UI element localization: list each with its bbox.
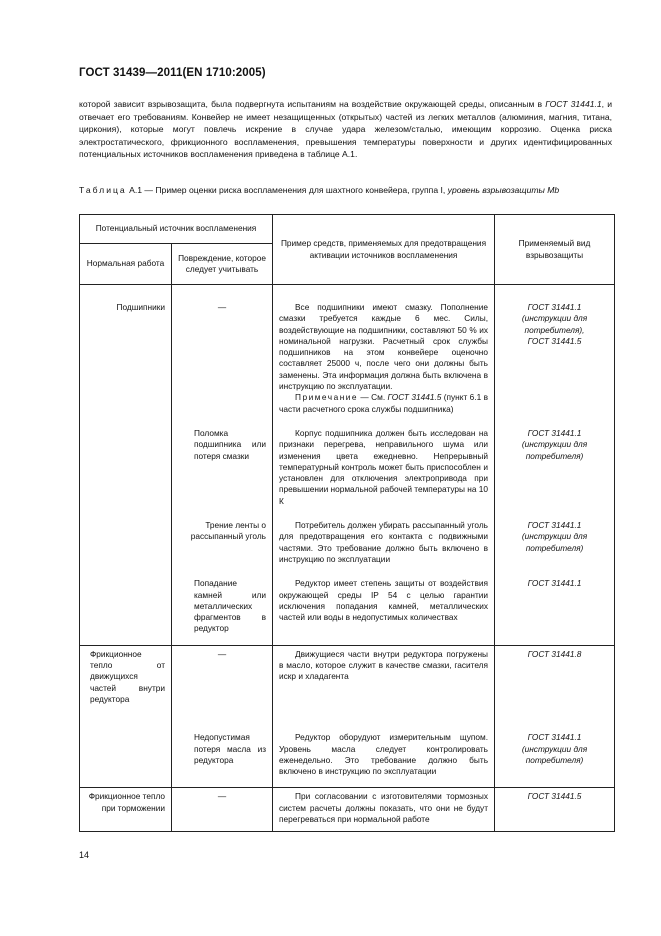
cell-normal-operation: [80, 575, 172, 645]
table-row: [80, 575, 615, 645]
cell-damage: —: [172, 788, 273, 832]
cell-protection: [495, 425, 615, 517]
table-caption-italic: уровень взрывозащиты Mb: [447, 185, 560, 195]
table-caption-text: А.1 — Пример оценки риска воспламенения для шахтного конвейера, группа I,: [129, 185, 446, 195]
cell-measures: [273, 285, 495, 425]
cell-protection: [495, 729, 615, 788]
protection-note: (инструкции для потребителя): [521, 743, 588, 765]
cell-measures: [273, 517, 495, 575]
measures-text: Редуктор оборудуют измерительным щупом. Уровень масла следует контролировать еженедельно. Это требование должно быть включено в инструкцию по эксплуатации: [279, 732, 489, 777]
intro-text-2: , и отвечает его требованиям. Конвейер не имеет незащищенных (открытых) частей из легких металлов (алюминия, магния, титана, циркония), которые могут повлечь искрение в случае удара железом/сталью, имеющим коррозию. Оценка риска электростатического, фрикционного воспламенения, превышения температуры поверхности и других идентифицированных потенциальных источников воспламенения приведена в таблице А.1.: [79, 99, 612, 160]
document-header: ГОСТ 31439—2011(EN 1710:2005): [79, 67, 266, 79]
page-number: 14: [79, 850, 90, 860]
measures-note: [279, 392, 488, 415]
protection-note: (инструкции для потребителя),: [521, 313, 588, 335]
cell-damage: Поломка подшипника или потеря смазки: [172, 425, 273, 517]
protection-standard: ГОСТ 31441.1: [527, 732, 582, 743]
measures-text: Корпус подшипника должен быть исследован на признаки перегрева, неправильного шума или изменения цвета ежедневно. Непрерывный температурный контроль может быть приспособлен и установлен для отключения электропривода при превышении нормальной рабочей температуры на 10 К: [279, 427, 489, 506]
protection-standard: ГОСТ 31441.8: [527, 648, 582, 659]
cell-measures: [273, 575, 495, 645]
cell-normal-operation: [80, 425, 172, 517]
cell-damage: Трение ленты о рассыпанный уголь: [172, 517, 273, 575]
cell-damage: —: [172, 285, 273, 425]
cell-normal-operation: Подшипники: [80, 285, 172, 425]
protection-standard: ГОСТ 31441.1: [527, 578, 582, 589]
protection-standard: ГОСТ 31441.1: [527, 427, 582, 438]
header-protection-type: Применяемый вид взрывозащиты: [495, 215, 615, 285]
cell-protection: [495, 575, 615, 645]
cell-normal-operation: [80, 517, 172, 575]
cell-normal-operation: Фрикционное тепло при торможении: [80, 788, 172, 832]
cell-damage: —: [172, 645, 273, 729]
measures-text: Все подшипники имеют смазку. Пополнение смазки требуется каждые 6 мес. Силы, воздействующие на подшипники, составляют 50 % их номинальной нагрузки. Расчетный срок службы подшипников на этом конвейере оценочно составляет 25000 ч, после чего они должны быть заменены. Эта информация должна быть включена в инструкцию по эксплуатации.: [279, 302, 489, 392]
intro-paragraph: [79, 98, 612, 161]
cell-measures: [273, 425, 495, 517]
intro-standard-ref: ГОСТ 31441.1: [545, 99, 602, 109]
header-ignition-source: Потенциальный источник воспламенения: [80, 215, 273, 244]
table-row: [80, 788, 615, 832]
table-row: [80, 425, 615, 517]
protection-standard-2: ГОСТ 31441.5: [527, 335, 582, 346]
measures-text: При согласовании с изготовителями тормозных систем расчеты должны показать, что они не будут перегреваться при нормальной работе: [279, 791, 489, 824]
measures-text: Редуктор имеет степень защиты от воздействия окружающей среды IP 54 с целью гарантии исключения попадания камней, металлических частей или воды в недопустимых количествах: [279, 578, 489, 623]
table-caption-label: Таблица: [79, 185, 127, 195]
note-label: Примечание: [295, 392, 359, 403]
cell-protection: [495, 788, 615, 832]
measures-text: Движущиеся части внутри редуктора погружены в масло, которое служит в качестве смазки, гасителя искр и хладагента: [279, 648, 489, 682]
table-caption: [79, 184, 614, 197]
protection-note: (инструкции для потребителя): [521, 531, 588, 553]
table-row: [80, 517, 615, 575]
protection-standard: ГОСТ 31441.5: [527, 791, 582, 802]
cell-normal-operation: [80, 729, 172, 788]
cell-measures: [273, 729, 495, 788]
protection-note: (инструкции для потребителя): [521, 439, 588, 461]
cell-protection: [495, 517, 615, 575]
note-separator: — См.: [358, 392, 388, 403]
cell-normal-operation: Фрикционное тепло от движущихся частей внутри редуктора: [80, 645, 172, 729]
header-measures: Пример средств, применяемых для предотвращения активации источников воспламенения: [273, 215, 495, 285]
table-row: [80, 729, 615, 788]
cell-measures: [273, 645, 495, 729]
header-damage: Повреждение, которое следует учитывать: [172, 244, 273, 285]
cell-protection: [495, 285, 615, 425]
cell-protection: [495, 645, 615, 729]
risk-assessment-table: [79, 214, 615, 832]
note-standard-ref: ГОСТ 31441.5: [387, 392, 442, 403]
cell-damage: Попадание камней или металлических фрагментов в редуктор: [172, 575, 273, 645]
table-row: [80, 285, 615, 425]
intro-text-1: которой зависит взрывозащита, была подвергнута испытаниям на воздействие окружающей среды, описанным в: [79, 99, 546, 109]
cell-damage: Недопустимая потеря масла из редуктора: [172, 729, 273, 788]
measures-text: Потребитель должен убирать рассыпанный уголь для предотвращения его контакта с подвижными частями. Это требование должно быть включено в инструкцию по эксплуатации: [279, 520, 489, 564]
note-text: (пункт 6.1 в части расчетного срока службы подшипника): [279, 392, 488, 414]
table-row: [80, 645, 615, 729]
cell-measures: [273, 788, 495, 832]
protection-standard: ГОСТ 31441.1: [527, 302, 582, 312]
header-normal-operation: Нормальная работа: [80, 244, 172, 285]
protection-standard: ГОСТ 31441.1: [527, 520, 582, 531]
